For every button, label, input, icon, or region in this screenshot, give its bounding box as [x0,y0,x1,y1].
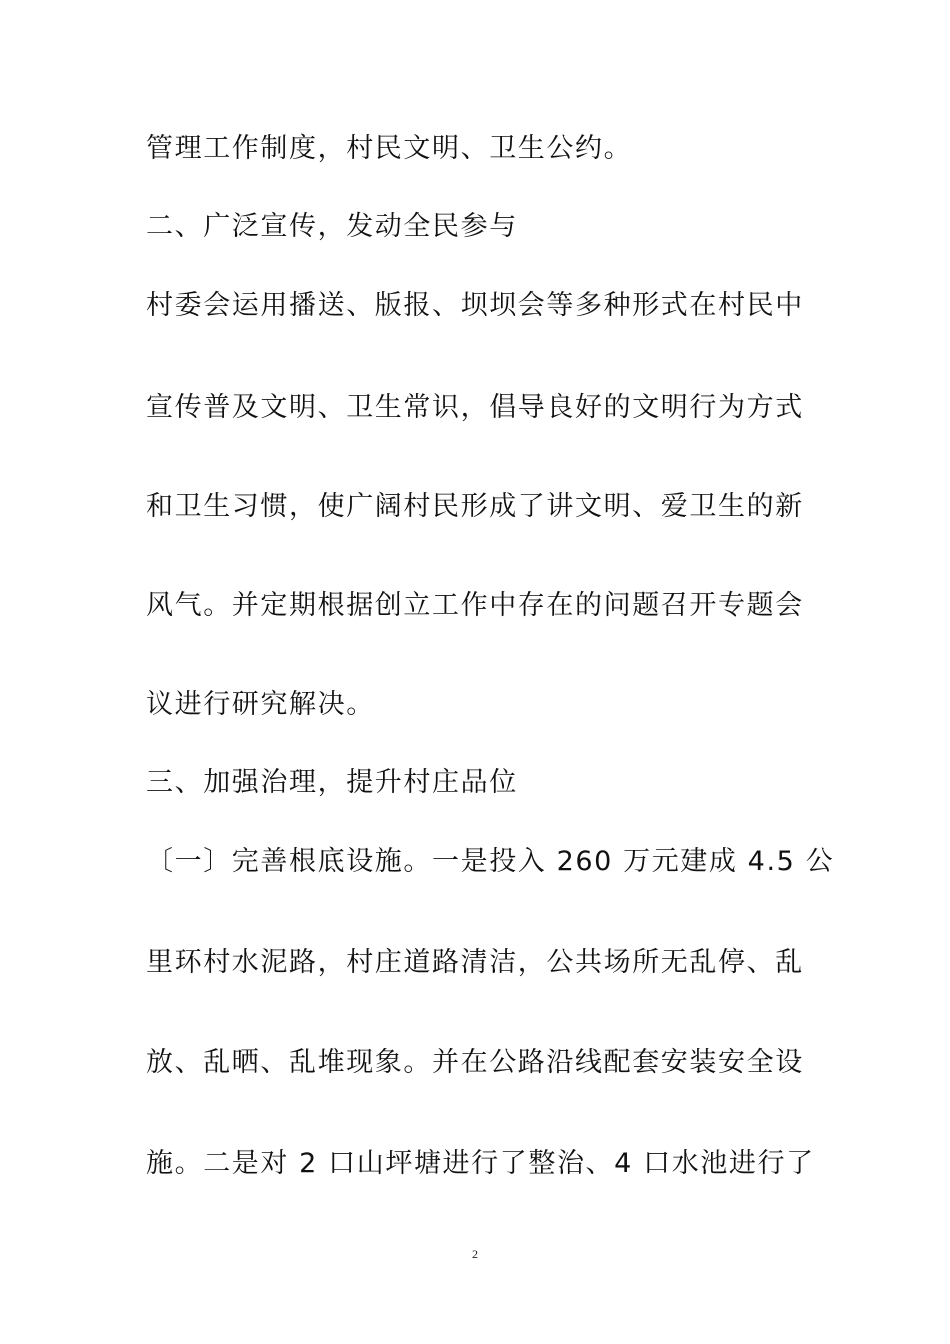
paragraph-line: 〔一〕完善根底设施。一是投入 260 万元建成 4.5 公 [146,846,835,877]
paragraph-line: 议进行研究解决。 [146,689,375,720]
page-number: 2 [472,1247,478,1261]
section-heading: 三、加强治理，提升村庄品位 [146,767,518,798]
paragraph-line: 施。二是对 2 口山坪塘进行了整治、4 口水池进行了 [146,1148,815,1179]
paragraph-line: 村委会运用播送、版报、坝坝会等多种形式在村民中 [146,290,804,321]
paragraph-line: 放、乱晒、乱堆现象。并在公路沿线配套安装安全设 [146,1047,804,1078]
paragraph-line: 宣传普及文明、卫生常识，倡导良好的文明行为方式 [146,392,804,423]
paragraph-line: 里环村水泥路，村庄道路清洁，公共场所无乱停、乱 [146,947,804,978]
paragraph-line: 风气。并定期根据创立工作中存在的问题召开专题会 [146,590,804,621]
paragraph-line: 管理工作制度，村民文明、卫生公约。 [146,133,633,164]
paragraph-line: 和卫生习惯，使广阔村民形成了讲文明、爱卫生的新 [146,491,804,522]
section-heading: 二、广泛宣传，发动全民参与 [146,211,518,242]
